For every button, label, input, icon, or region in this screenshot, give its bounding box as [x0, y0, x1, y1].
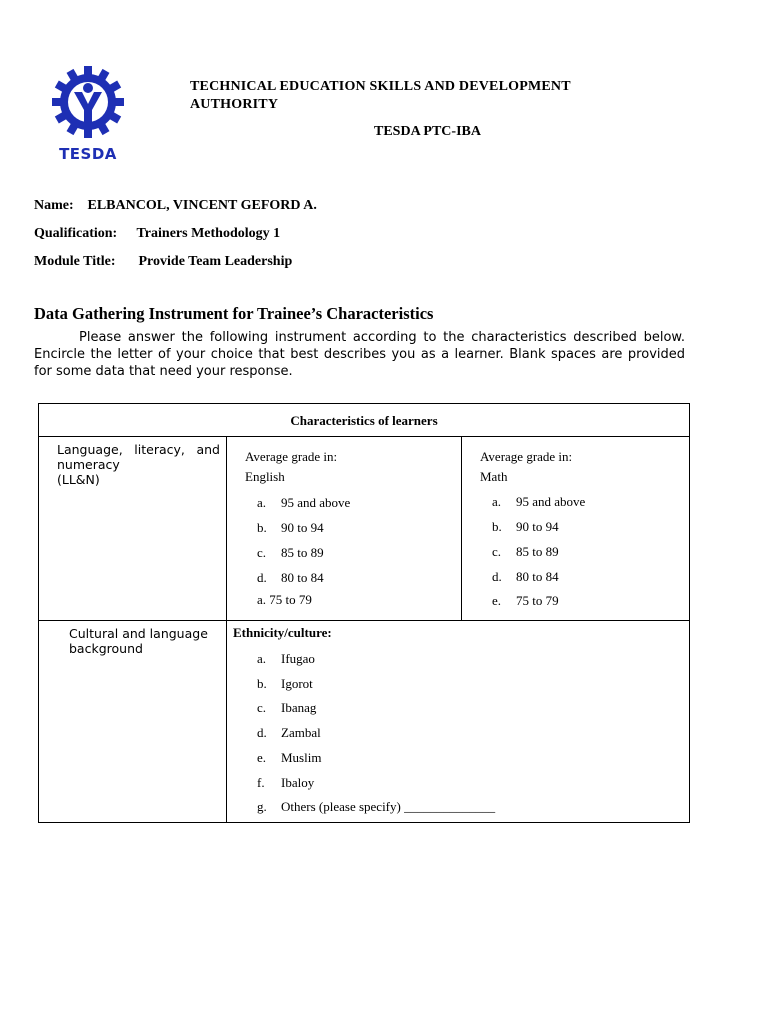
center-name: TESDA PTC-IBA: [374, 124, 481, 139]
name-row: [34, 198, 317, 214]
section-heading: Data Gathering Instrument for Trainee’s Characteristics: [34, 304, 434, 323]
option-letter: b.: [257, 520, 267, 535]
option-letter: a.: [257, 651, 267, 666]
option-letter: c.: [257, 545, 267, 560]
option-text: Igorot: [281, 676, 313, 691]
qualification-value: Trainers Methodology 1: [136, 226, 281, 241]
instructions: [34, 329, 685, 380]
option-letter: d.: [257, 570, 267, 585]
option-text: 90 to 94: [516, 519, 559, 534]
tesda-logo: [52, 66, 124, 164]
option-text: 80 to 84: [281, 570, 324, 585]
english-option[interactable]: [257, 519, 437, 536]
option-text: Muslim: [281, 750, 322, 765]
option-text: 75 to 79: [516, 593, 559, 608]
option-letter: d.: [492, 569, 502, 584]
english-option[interactable]: [257, 569, 437, 586]
math-option[interactable]: [492, 518, 672, 535]
math-option[interactable]: [492, 543, 672, 560]
math-grade-cell: [462, 437, 690, 621]
table-header-label: Characteristics of learners: [290, 413, 438, 428]
category-line: numeracy: [57, 457, 120, 472]
ethnicity-option[interactable]: [257, 749, 557, 766]
option-letter: a.: [257, 495, 267, 510]
option-letter: f.: [257, 775, 265, 790]
option-text: Others (please specify) ______________: [281, 799, 496, 814]
english-option[interactable]: [257, 494, 437, 511]
category-cultural: [39, 621, 227, 823]
ethnicity-option[interactable]: [257, 774, 557, 791]
option-letter: g.: [257, 799, 267, 814]
option-letter: d.: [257, 725, 267, 740]
english-option[interactable]: a. 75 to 79: [257, 592, 312, 607]
math-option[interactable]: [492, 493, 672, 510]
option-letter: b.: [492, 519, 502, 534]
category-line: (LL&N): [57, 472, 100, 487]
option-letter: c.: [257, 700, 267, 715]
table-row: [39, 621, 690, 823]
name-value: ELBANCOL, VINCENT GEFORD A.: [87, 198, 317, 213]
category-line: Cultural and language: [69, 626, 208, 641]
table-row: [39, 437, 690, 621]
option-text: Ifugao: [281, 651, 315, 666]
module-title-label: Module Title:: [34, 254, 116, 269]
category-llnl: [39, 437, 227, 621]
category-line: background: [69, 641, 143, 656]
instructions-text: Please answer the following instrument according to the characteristics described below. Encircle the letter of your choice that best describes you as a learner. Blank spaces are provided for some data that need your response.: [34, 330, 685, 379]
table-header-row: [39, 404, 690, 437]
qualification-label: Qualification:: [34, 226, 118, 241]
english-option[interactable]: [257, 544, 437, 561]
option-letter: e.: [492, 593, 502, 608]
math-option[interactable]: [492, 568, 672, 585]
ethnicity-option[interactable]: [257, 675, 557, 692]
organization-title-line1: TECHNICAL EDUCATION SKILLS AND DEVELOPMENT: [190, 79, 571, 94]
name-label: Name:: [34, 198, 74, 213]
english-subject: English: [245, 469, 285, 484]
ethnicity-option[interactable]: [257, 724, 557, 741]
logo-text: TESDA: [59, 145, 117, 163]
organization-title-line2: AUTHORITY: [190, 97, 279, 112]
ethnicity-option[interactable]: [257, 699, 557, 716]
module-title-value: Provide Team Leadership: [138, 254, 293, 269]
option-text: 90 to 94: [281, 520, 324, 535]
ethnicity-option[interactable]: [257, 650, 557, 667]
option-text: 85 to 89: [516, 544, 559, 559]
option-letter: e.: [257, 750, 267, 765]
module-title-row: [34, 254, 292, 270]
option-text: 80 to 84: [516, 569, 559, 584]
option-text: 95 and above: [281, 495, 351, 510]
option-text: 95 and above: [516, 494, 586, 509]
ethnicity-option-others[interactable]: [257, 798, 557, 815]
option-letter: b.: [257, 676, 267, 691]
characteristics-table: [38, 403, 690, 823]
english-grade-cell: [227, 437, 462, 621]
math-grade-heading: Average grade in:: [480, 449, 573, 464]
category-line: Language, literacy, and: [57, 442, 220, 457]
option-text: Zambal: [281, 725, 321, 740]
option-text: Ibanag: [281, 700, 317, 715]
option-text: 85 to 89: [281, 545, 324, 560]
option-text: Ibaloy: [281, 775, 315, 790]
math-subject: Math: [480, 469, 508, 484]
ethnicity-heading: Ethnicity/culture:: [233, 625, 332, 640]
option-letter: a.: [492, 494, 502, 509]
table-header: [39, 404, 690, 437]
ethnicity-cell: [227, 621, 690, 823]
option-letter: c.: [492, 544, 502, 559]
english-grade-heading: Average grade in:: [245, 449, 338, 464]
organization-title: [190, 78, 571, 114]
qualification-row: [34, 226, 280, 242]
math-option[interactable]: [492, 592, 672, 609]
